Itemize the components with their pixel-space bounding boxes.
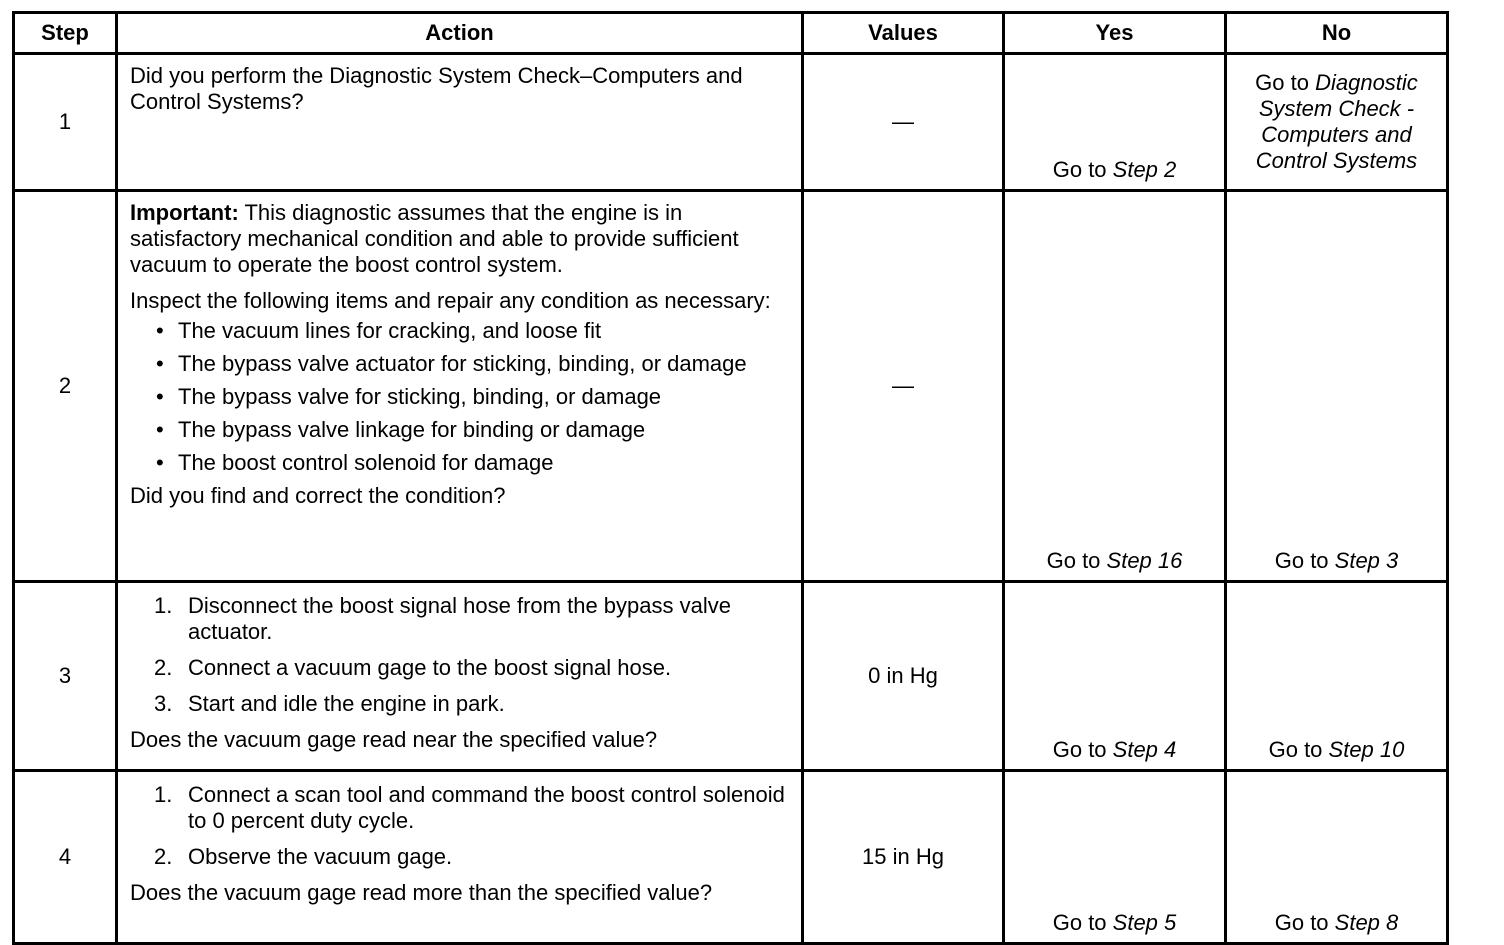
yes-cell (1004, 582, 1226, 771)
procedure-list (130, 593, 795, 717)
important-label: Important: (130, 200, 239, 225)
step-number: 1 (14, 54, 117, 191)
list-item: • The bypass valve linkage for binding or damage (154, 417, 795, 443)
procedure-step-text: Disconnect the boost signal hose from the bypass valve actuator. (188, 593, 731, 644)
no-link[interactable]: Step 10 (1328, 737, 1405, 762)
inspection-list (130, 318, 795, 476)
yes-prefix: Go to (1046, 548, 1107, 573)
action-question: Did you perform the Diagnostic System Check–Computers and Control Systems? (130, 63, 743, 114)
no-prefix: Go to (1255, 70, 1316, 95)
value-cell: 0 in Hg (803, 582, 1004, 771)
no-prefix: Go to (1274, 910, 1335, 935)
diagnostic-table (12, 11, 1449, 945)
yes-link[interactable]: Step 16 (1106, 548, 1183, 573)
no-cell (1226, 191, 1448, 582)
inspect-intro: Inspect the following items and repair any condition as necessary: (130, 288, 771, 313)
action-question: Does the vacuum gage read more than the specified value? (130, 880, 713, 905)
procedure-list (130, 782, 795, 870)
yes-link[interactable]: Step 2 (1112, 157, 1177, 182)
procedure-step-text: Start and idle the engine in park. (188, 691, 505, 716)
yes-link[interactable]: Step 4 (1112, 737, 1177, 762)
header-no: No (1226, 13, 1448, 54)
procedure-step-text: Connect a vacuum gage to the boost signal hose. (188, 655, 672, 680)
header-yes: Yes (1004, 13, 1226, 54)
list-item: • The boost control solenoid for damage (154, 450, 795, 476)
important-text: This diagnostic assumes that the engine is in satisfactory mechanical condition and able to provide sufficient vacuum to operate the boost control system. (130, 200, 739, 277)
list-item: • The bypass valve actuator for sticking, binding, or damage (154, 351, 795, 377)
table-row (14, 54, 1448, 191)
yes-cell (1004, 771, 1226, 944)
value-cell: — (803, 191, 1004, 582)
procedure-step-number: 2. (154, 844, 173, 869)
yes-cell (1004, 191, 1226, 582)
action-cell (117, 771, 803, 944)
no-link[interactable]: Step 3 (1334, 548, 1399, 573)
action-question: Does the vacuum gage read near the specified value? (130, 727, 658, 752)
table-row (14, 771, 1448, 944)
step-number: 3 (14, 582, 117, 771)
procedure-step-number: 1. (154, 782, 173, 807)
procedure-step-text: Observe the vacuum gage. (188, 844, 453, 869)
procedure-step (154, 782, 795, 834)
procedure-step (154, 593, 795, 645)
header-row (14, 13, 1448, 54)
table-row (14, 582, 1448, 771)
yes-prefix: Go to (1052, 157, 1113, 182)
header-step: Step (14, 13, 117, 54)
header-action: Action (117, 13, 803, 54)
no-link[interactable]: Step 8 (1334, 910, 1399, 935)
list-item: • The vacuum lines for cracking, and loose fit (154, 318, 795, 344)
step-number: 2 (14, 191, 117, 582)
yes-prefix: Go to (1052, 910, 1113, 935)
procedure-step-number: 1. (154, 593, 173, 618)
procedure-step (154, 844, 795, 870)
yes-cell (1004, 54, 1226, 191)
procedure-step (154, 655, 795, 681)
no-prefix: Go to (1268, 737, 1329, 762)
action-cell (117, 191, 803, 582)
procedure-step-text: Connect a scan tool and command the boost control solenoid to 0 percent duty cycle. (188, 782, 785, 833)
value-cell: — (803, 54, 1004, 191)
list-item: • The bypass valve for sticking, binding, or damage (154, 384, 795, 410)
no-cell (1226, 771, 1448, 944)
table-row (14, 191, 1448, 582)
no-prefix: Go to (1274, 548, 1335, 573)
value-cell: 15 in Hg (803, 771, 1004, 944)
no-cell (1226, 582, 1448, 771)
step-number: 4 (14, 771, 117, 944)
action-question: Did you find and correct the condition? (130, 483, 506, 508)
header-values: Values (803, 13, 1004, 54)
yes-link[interactable]: Step 5 (1112, 910, 1177, 935)
action-cell (117, 582, 803, 771)
no-link[interactable]: Diagnostic System Check - Computers and Control Systems (1255, 70, 1418, 173)
action-cell (117, 54, 803, 191)
procedure-step-number: 3. (154, 691, 173, 716)
no-cell (1226, 54, 1448, 191)
procedure-step (154, 691, 795, 717)
yes-prefix: Go to (1052, 737, 1113, 762)
procedure-step-number: 2. (154, 655, 173, 680)
important-note (130, 200, 795, 278)
